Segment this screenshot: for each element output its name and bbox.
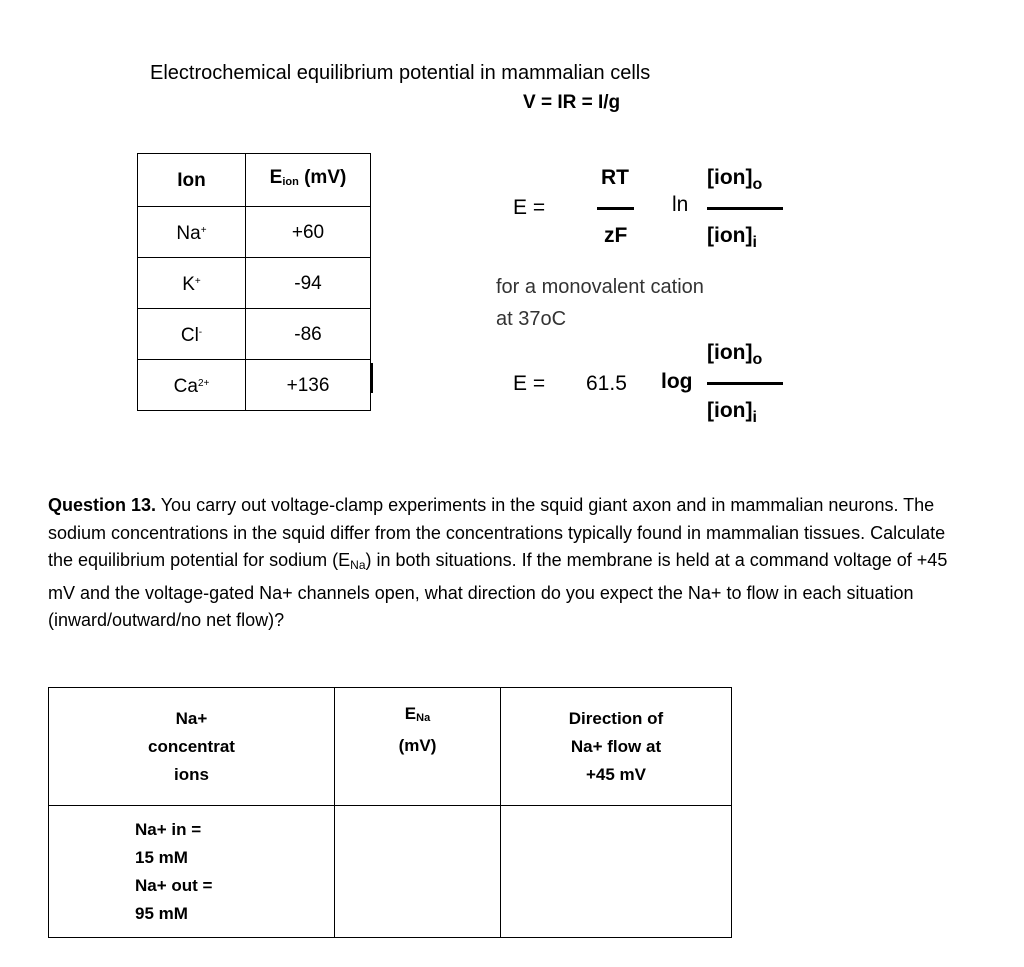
potential-cell: -94 bbox=[246, 258, 371, 309]
header-line bbox=[335, 700, 500, 732]
header-ena bbox=[335, 688, 501, 806]
table-row bbox=[138, 360, 371, 411]
table-row bbox=[138, 258, 371, 309]
concentration-cell bbox=[49, 806, 335, 938]
potential-cell: -86 bbox=[246, 309, 371, 360]
ion-charge: + bbox=[194, 276, 201, 287]
ion-name: Na bbox=[176, 223, 201, 244]
answer-header-row bbox=[49, 688, 732, 806]
header-direction bbox=[501, 688, 732, 806]
ion-outside bbox=[707, 166, 762, 194]
condition-line-1: for a monovalent cation bbox=[496, 276, 704, 298]
ion-outside-label: [ion] bbox=[707, 166, 753, 189]
header-e-ion bbox=[246, 154, 371, 207]
ion-cell bbox=[138, 309, 246, 360]
simplified-log: log bbox=[661, 370, 693, 393]
direction-answer-cell[interactable] bbox=[501, 806, 732, 938]
nernst-numerator: RT bbox=[601, 166, 629, 189]
potential-cell: +60 bbox=[246, 207, 371, 258]
ion-name: Ca bbox=[173, 376, 198, 397]
question-body-2: ) in both situations. If the membrane is held at a command voltage of +45 mV and the voltage-gated Na+ channels open, what direction do you expect the Na+ to flow in each situation (inward/outward/no net flow)? bbox=[48, 550, 948, 630]
ion-cell bbox=[138, 207, 246, 258]
potential-cell: +136 bbox=[246, 360, 371, 411]
answer-table bbox=[48, 687, 732, 938]
nernst-ln: ln bbox=[672, 193, 689, 216]
ion-outside-sub: o bbox=[752, 176, 763, 193]
header-e-main: E bbox=[269, 167, 283, 188]
concentration-line: Na+ out = bbox=[135, 875, 213, 895]
header-line: Na+ bbox=[175, 708, 208, 728]
ohm-formula: V = IR = I/g bbox=[523, 92, 621, 113]
table-row bbox=[138, 309, 371, 360]
ion-outside-label: [ion] bbox=[707, 341, 753, 364]
header-e-sub: ion bbox=[282, 176, 299, 188]
header-line: ions bbox=[174, 764, 209, 784]
header-ion: Ion bbox=[138, 154, 246, 207]
concentration-line: Na+ in = bbox=[135, 819, 202, 839]
condition-line-2: at 37oC bbox=[496, 308, 567, 330]
header-e-unit: (mV) bbox=[304, 167, 347, 188]
ion-name: Cl bbox=[180, 325, 199, 346]
question-label: Question 13. bbox=[48, 495, 157, 515]
page-title: Electrochemical equilibrium potential in mammalian cells bbox=[150, 62, 651, 84]
ion-cell bbox=[138, 360, 246, 411]
ion-inside-label: [ion] bbox=[707, 224, 753, 247]
question-body-1: You carry out voltage-clamp experiments in the squid giant axon and in mammalian neurons. The sodium concentrations in the squid differ from the concentrations typically found in mammalian tissues. Calculate the equilibrium potential for sodium (E bbox=[48, 495, 946, 570]
ion-charge: + bbox=[200, 225, 207, 236]
ion-potential-table bbox=[137, 153, 371, 411]
concentration-line: 95 mM bbox=[135, 903, 188, 923]
question-sub: Na bbox=[350, 558, 366, 572]
ion-charge: - bbox=[198, 327, 203, 338]
ion-inside-sub: i bbox=[752, 409, 757, 426]
ion-inside-sub: i bbox=[752, 234, 757, 251]
table-header-row bbox=[138, 154, 371, 207]
fraction-bar bbox=[707, 207, 783, 210]
header-line: (mV) bbox=[398, 736, 437, 755]
nernst-lhs: E = bbox=[513, 196, 546, 219]
ion-inside-label: [ion] bbox=[707, 399, 753, 422]
table-row bbox=[138, 207, 371, 258]
question-text bbox=[48, 492, 968, 635]
table-row bbox=[49, 806, 732, 938]
concentration-line: 15 mM bbox=[135, 847, 188, 867]
header-line: Direction of bbox=[568, 708, 664, 728]
ena-main: E bbox=[404, 704, 417, 723]
ena-sub: Na bbox=[416, 712, 431, 724]
simplified-lhs: E = bbox=[513, 372, 546, 395]
header-line: concentrat bbox=[148, 736, 235, 756]
nernst-denominator: zF bbox=[604, 224, 628, 247]
ion-name: K bbox=[182, 274, 195, 295]
ion-cell bbox=[138, 258, 246, 309]
header-concentrations bbox=[49, 688, 335, 806]
ion-outside-sub: o bbox=[752, 351, 763, 368]
simplified-ion-inside bbox=[707, 399, 757, 427]
simplified-constant: 61.5 bbox=[586, 372, 627, 395]
ion-charge: 2+ bbox=[197, 378, 210, 389]
ion-inside bbox=[707, 224, 757, 252]
simplified-ion-outside bbox=[707, 341, 762, 369]
text-cursor-mark bbox=[370, 363, 373, 393]
header-line: +45 mV bbox=[585, 764, 646, 784]
fraction-bar bbox=[597, 207, 634, 210]
header-line: Na+ flow at bbox=[570, 736, 662, 756]
fraction-bar bbox=[707, 382, 783, 385]
ena-answer-cell[interactable] bbox=[335, 806, 501, 938]
